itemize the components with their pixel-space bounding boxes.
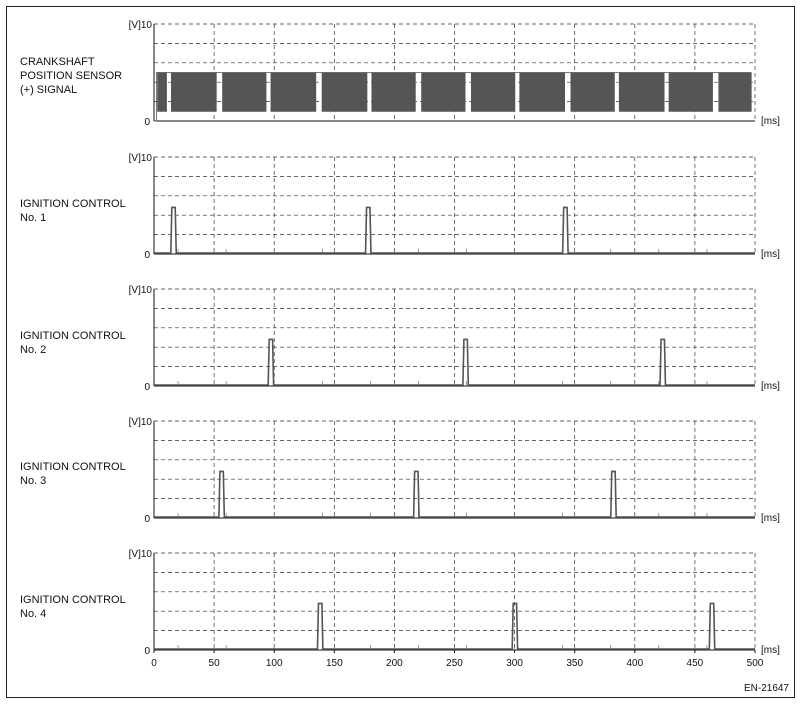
x-tick-label: 350 <box>566 658 584 669</box>
x-tick-label: 400 <box>626 658 644 669</box>
label-line: IGNITION CONTROL <box>20 330 126 342</box>
label-line: No. 1 <box>20 212 47 224</box>
label-line: IGNITION CONTROL <box>20 594 126 606</box>
y-tick-label-min: 0 <box>144 117 150 128</box>
y-tick-label-max: [V]10 <box>128 20 152 31</box>
y-tick-label-min: 0 <box>144 646 150 657</box>
x-tick-label: 0 <box>151 658 157 669</box>
x-tick-label: 300 <box>506 658 523 669</box>
y-tick-label-max: [V]10 <box>128 285 152 296</box>
x-unit-label: [ms] <box>761 116 780 127</box>
crank-signal-trace <box>154 73 751 122</box>
x-unit-label: [ms] <box>761 513 780 524</box>
label-line: (+) SIGNAL <box>20 84 78 96</box>
figure-code: EN-21647 <box>743 683 789 694</box>
x-tick-label: 200 <box>386 658 403 669</box>
x-tick-label: 450 <box>686 658 704 669</box>
x-tick-label: 100 <box>265 658 283 669</box>
x-unit-label: [ms] <box>761 249 780 260</box>
label-line: No. 2 <box>20 344 47 356</box>
label-line: IGNITION CONTROL <box>20 461 126 473</box>
label-line: No. 3 <box>20 475 47 487</box>
y-tick-label-min: 0 <box>144 250 150 261</box>
y-tick-label-min: 0 <box>144 382 150 393</box>
y-tick-label-max: [V]10 <box>128 153 152 164</box>
x-tick-label: 150 <box>325 658 343 669</box>
label-line: POSITION SENSOR <box>20 70 123 82</box>
x-unit-label: [ms] <box>761 645 780 656</box>
x-unit-label: [ms] <box>761 381 780 392</box>
label-line: IGNITION CONTROL <box>20 198 126 210</box>
label-line: CRANKSHAFT <box>20 56 95 68</box>
y-tick-label-min: 0 <box>144 514 150 525</box>
x-tick-label: 500 <box>746 658 764 669</box>
x-tick-label: 250 <box>446 658 463 669</box>
y-tick-label-max: [V]10 <box>128 417 152 428</box>
x-tick-label: 50 <box>208 658 220 669</box>
label-line: No. 4 <box>20 608 47 620</box>
y-tick-label-max: [V]10 <box>128 549 152 560</box>
